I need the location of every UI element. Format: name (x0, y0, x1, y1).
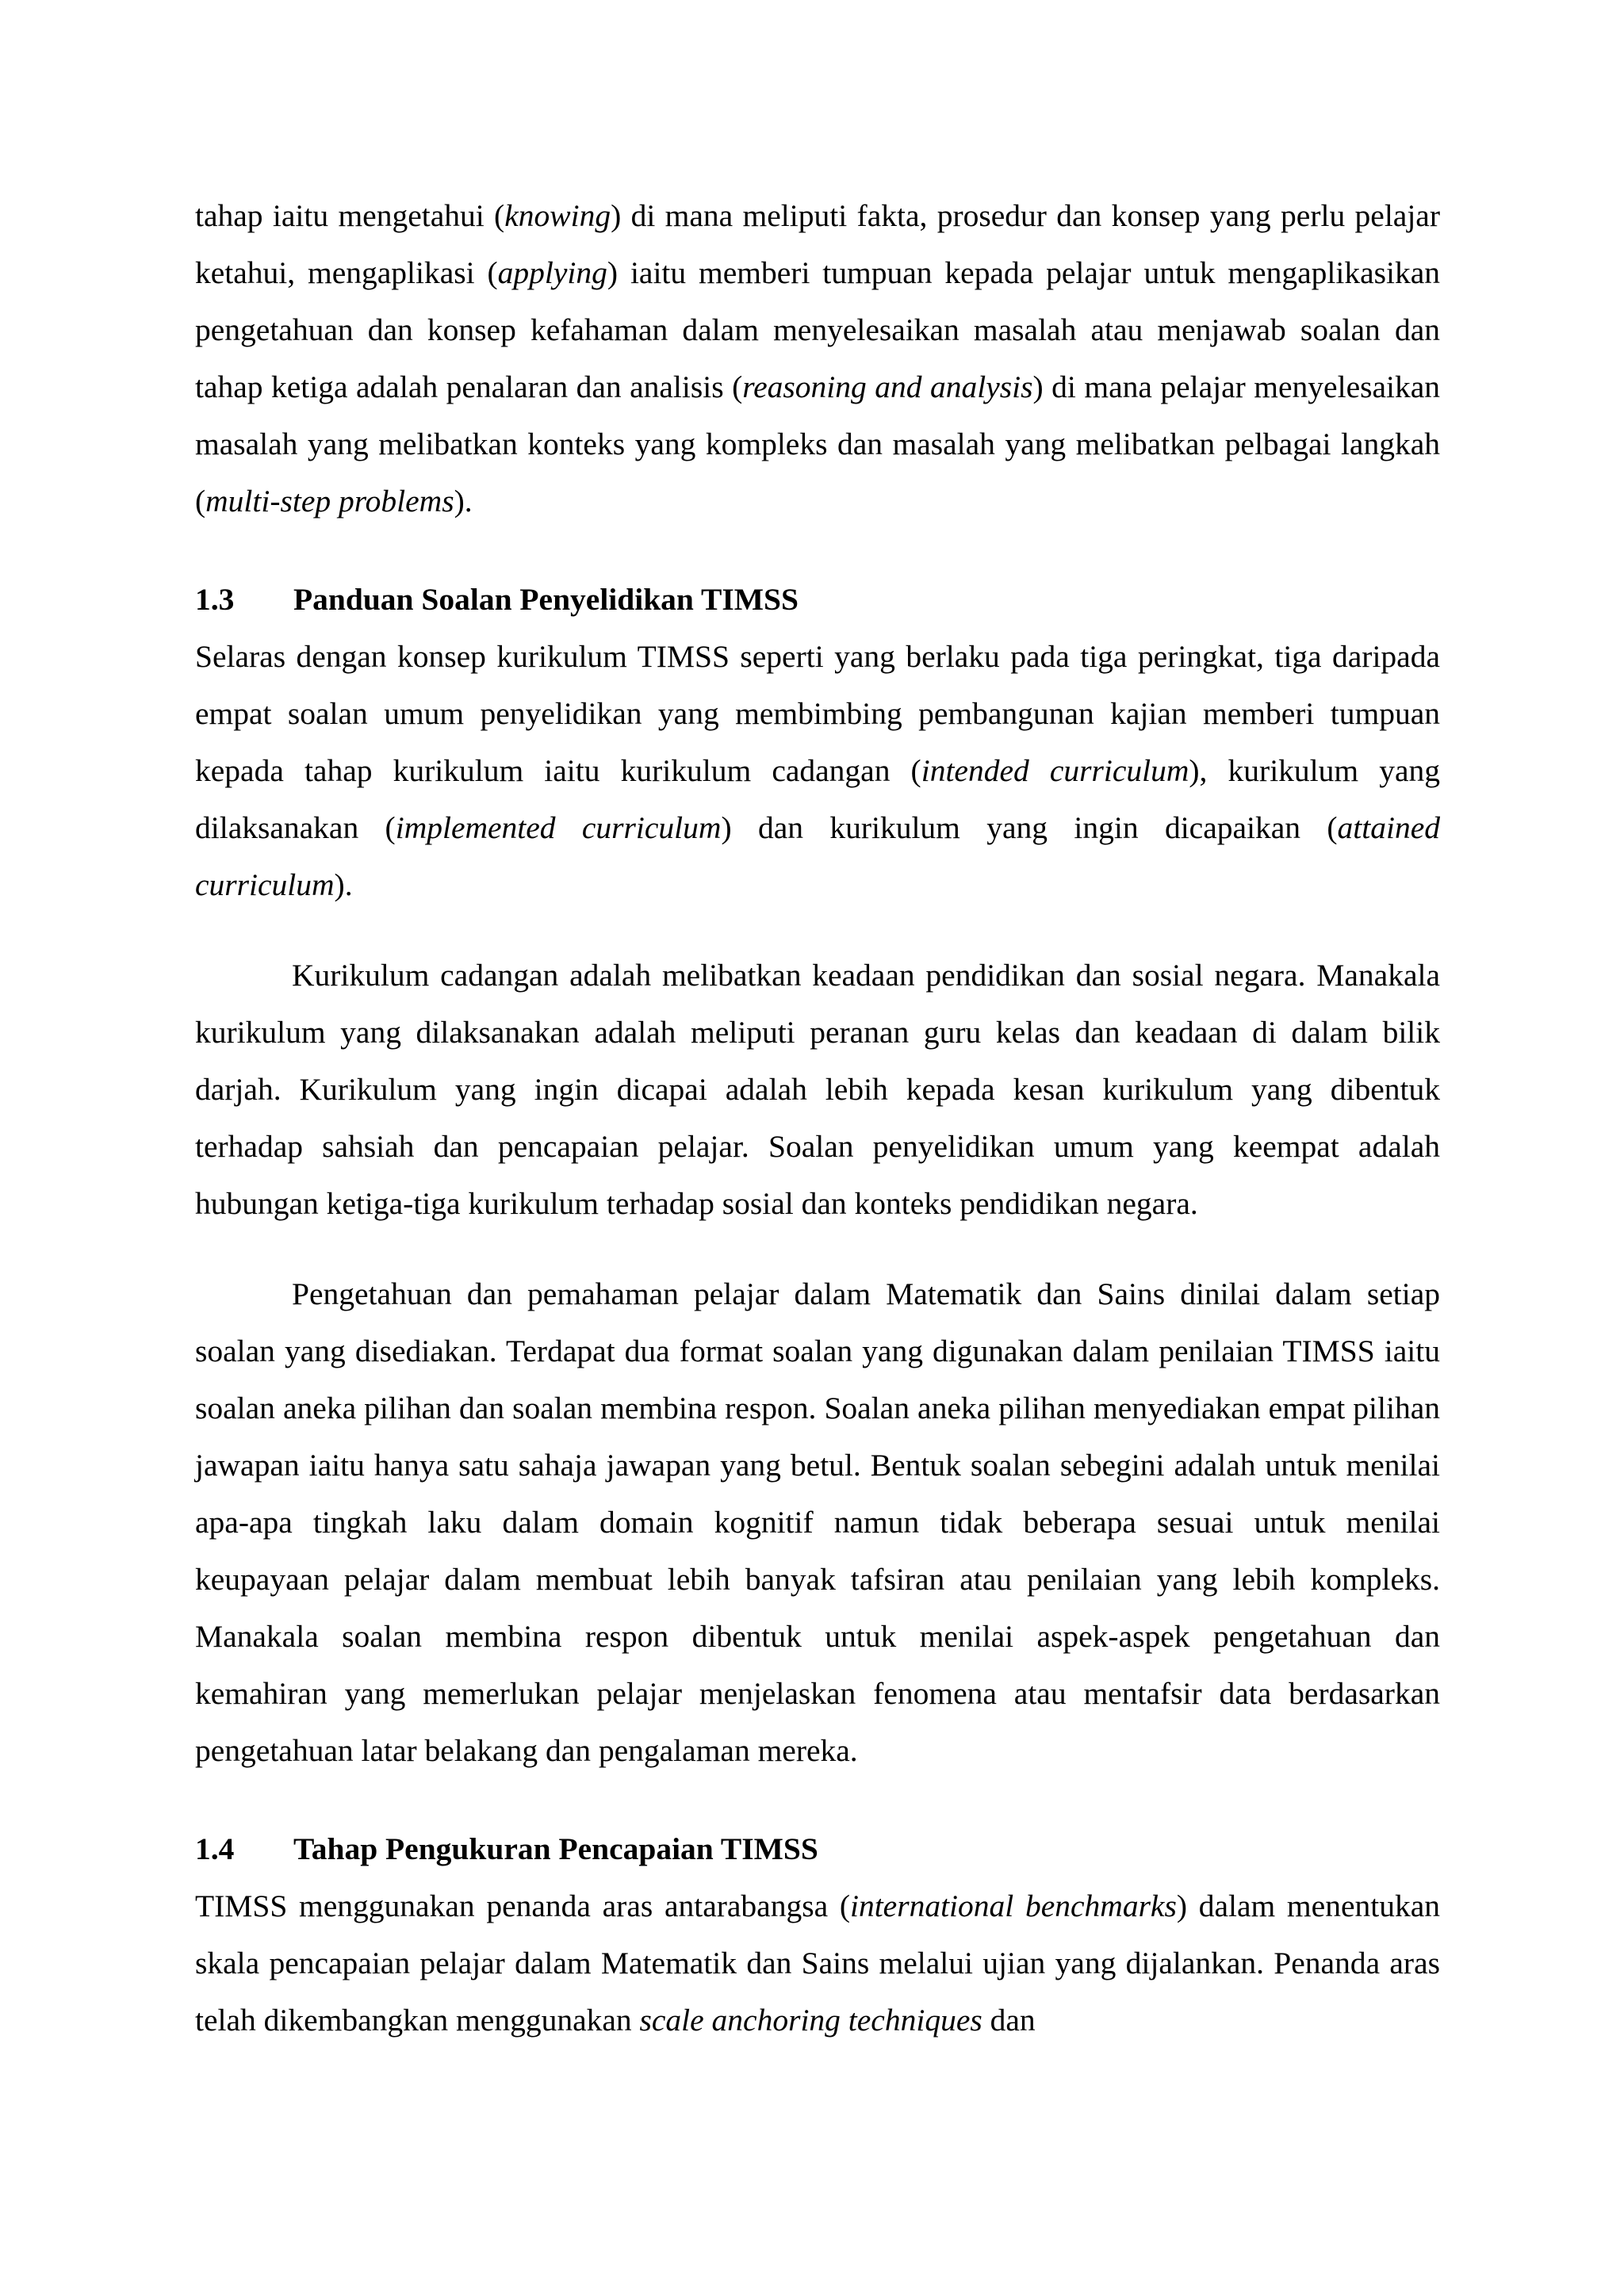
intro-paragraph (195, 187, 1440, 530)
section-1-4-paragraph-1 (195, 1877, 1440, 2049)
italic-term: implemented curriculum (395, 810, 722, 845)
italic-term: reasoning and analysis (742, 369, 1033, 404)
section-1-3-paragraph-1 (195, 628, 1440, 913)
italic-term: applying (497, 255, 607, 290)
text-run: ) dalam menentukan skala pencapaian pelajar dalam Matematik dan Sains melalui ujian yang dijalankan. Penanda aras telah dikembangkan menggunakan (195, 1888, 1440, 2038)
section-number: 1.3 (195, 582, 235, 617)
text-run: ) di mana meliputi fakta, prosedur dan konsep yang perlu pelajar ketahui, mengaplikasi ( (195, 198, 1440, 290)
text-run: ) iaitu memberi tumpuan kepada pelajar untuk mengaplikasikan pengetahuan dan konsep kefahaman dalam menyelesaikan masalah atau menjawab soalan dan tahap ketiga adalah penalaran dan analisis ( (195, 255, 1440, 404)
text-run: ), kurikulum yang dilaksanakan ( (195, 753, 1441, 845)
section-heading-1-3 (195, 571, 1440, 628)
section-title: Tahap Pengukuran Pencapaian TIMSS (293, 1831, 818, 1866)
document-page (195, 187, 1440, 2049)
italic-term: attained curriculum (195, 810, 1441, 902)
text-run: dan (982, 2003, 1036, 2038)
italic-term: knowing (504, 198, 611, 233)
section-heading-1-4 (195, 1820, 1440, 1877)
section-1-3-paragraph-2: Kurikulum cadangan adalah melibatkan keadaan pendidikan dan sosial negara. Manakala kurikulum yang dilaksanakan adalah meliputi peranan guru kelas dan keadaan di dalam bilik darjah. Kurikulum yang ingin dicapai adalah lebih kepada kesan kurikulum yang dibentuk terhadap sahsiah dan pencapaian pelajar. Soalan penyelidikan umum yang keempat adalah hubungan ketiga-tiga kurikulum terhadap sosial dan konteks pendidikan negara. (195, 958, 1440, 1221)
text-run: ) dan kurikulum yang ingin dicapaikan ( (721, 810, 1338, 845)
italic-term: international benchmarks (849, 1888, 1177, 1923)
text-run: TIMSS menggunakan penanda aras antarabangsa ( (195, 1888, 850, 1923)
text-run: tahap iaitu mengetahui ( (195, 198, 505, 233)
section-number: 1.4 (195, 1831, 235, 1866)
text-run: ) di mana pelajar menyelesaikan masalah yang melibatkan konteks yang kompleks dan masalah yang melibatkan pelbagai langkah ( (195, 369, 1441, 519)
text-run: ). (334, 867, 353, 902)
section-title: Panduan Soalan Penyelidikan TIMSS (293, 582, 799, 617)
italic-term: scale anchoring techniques (639, 2003, 982, 2038)
italic-term: multi-step problems (205, 484, 454, 519)
section-1-3-paragraph-3: Pengetahuan dan pemahaman pelajar dalam Matematik dan Sains dinilai dalam setiap soalan yang disediakan. Terdapat dua format soalan yang digunakan dalam penilaian TIMSS iaitu soalan aneka pilihan dan soalan membina respon. Soalan aneka pilihan menyediakan empat pilihan jawapan iaitu hanya satu sahaja jawapan yang betul. Bentuk soalan sebegini adalah untuk menilai apa-apa tingkah laku dalam domain kognitif namun tidak beberapa sesuai untuk menilai keupayaan pelajar dalam membuat lebih banyak tafsiran atau penilaian yang lebih kompleks. Manakala soalan membina respon dibentuk untuk menilai aspek-aspek pengetahuan dan kemahiran yang memerlukan pelajar menjelaskan fenomena atau mentafsir data berdasarkan pengetahuan latar belakang dan pengalaman mereka. (195, 1276, 1440, 1768)
text-run: Selaras dengan konsep kurikulum TIMSS seperti yang berlaku pada tiga peringkat, tiga daripada empat soalan umum penyelidikan yang membimbing pembangunan kajian memberi tumpuan kepada tahap kurikulum iaitu kurikulum cadangan ( (195, 639, 1440, 788)
text-run: ). (454, 484, 473, 519)
italic-term: intended curriculum (921, 753, 1189, 788)
